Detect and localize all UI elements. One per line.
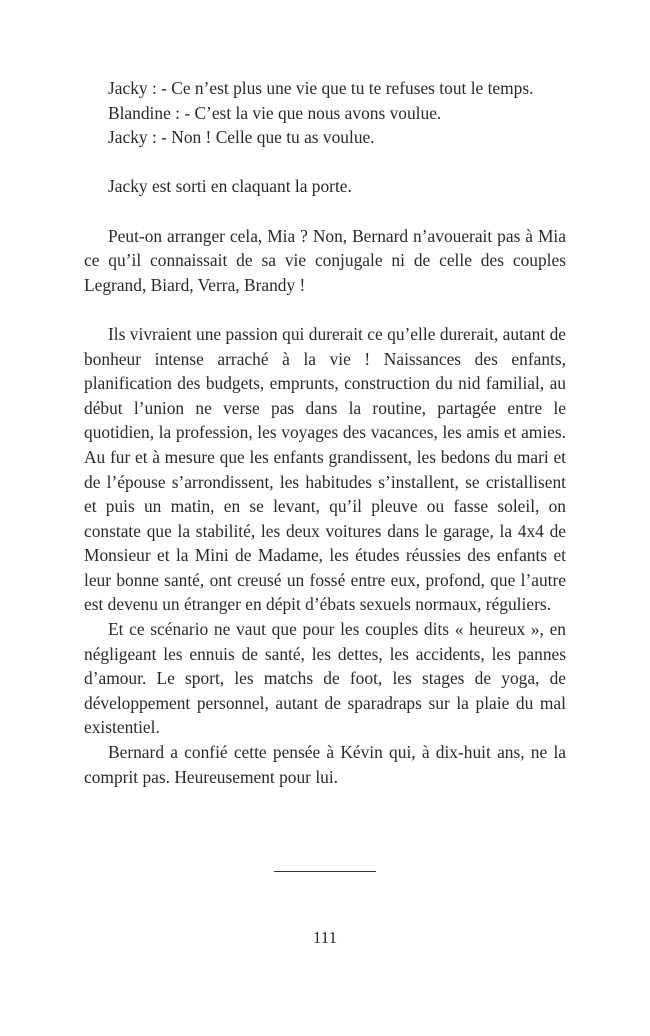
paragraph-jacky-leaves: Jacky est sorti en claquant la porte. [108,176,352,197]
section-separator-rule [274,871,376,872]
page-body [84,76,566,789]
page-number: 111 [312,928,338,947]
dialogue-line-blandine: Blandine : - C’est la vie que nous avons voulue. [108,102,442,123]
paragraph-arranger: Peut-on arranger cela, Mia ? Non, Bernard n’avouerait pas à Mia ce qu’il connaissait de sa vie conjugale ni de celle des couples Legrand, Biard, Verra, Brandy ! [84,225,566,295]
paragraph-passion: Ils vivraient une passion qui durerait ce qu’elle durerait, autant de bonheur intense arraché à la vie ! Naissances des enfants, planification des budgets, emprunts, construction du nid familial, au début l’union ne verse pas dans la routine, partagée entre le quotidien, la profession, les voyages des vacances, les amis et amies. Au fur et à mesure que les enfants grandissent, les bedons du mari et de l’épouse s’arrondissent, les habitudes s’installent, se cristallisent et puis un matin, en se levant, qu’il pleuve ou fasse soleil, on constate que la stabilité, les deux voitures dans le garage, la 4x4 de Monsieur et la Mini de Madame, les études réussies des enfants et leur bonne santé, ont creusé un fossé entre eux, profond, que l’autre est devenu un étranger en dépit d’ébats sexuels normaux, réguliers. [84,323,566,615]
dialogue-line-jacky-1: Jacky : - Ce n’est plus une vie que tu te refuses tout le temps. [108,78,534,98]
dialogue-line-jacky-2: Jacky : - Non ! Celle que tu as voulue. [108,127,375,148]
paragraph-scenario: Et ce scénario ne vaut que pour les couples dits « heureux », en négligeant les ennuis de santé, les dettes, les accidents, les pannes d’amour. Le sport, les matchs de foot, les stages de yoga, de développement personnel, autant de sparadraps sur la plaie du mal existentiel. [84,619,566,738]
paragraph-bernard-kevin: Bernard a confié cette pensée à Kévin qui, à dix-huit ans, ne la comprit pas. Heureusement pour lui. [84,742,566,787]
